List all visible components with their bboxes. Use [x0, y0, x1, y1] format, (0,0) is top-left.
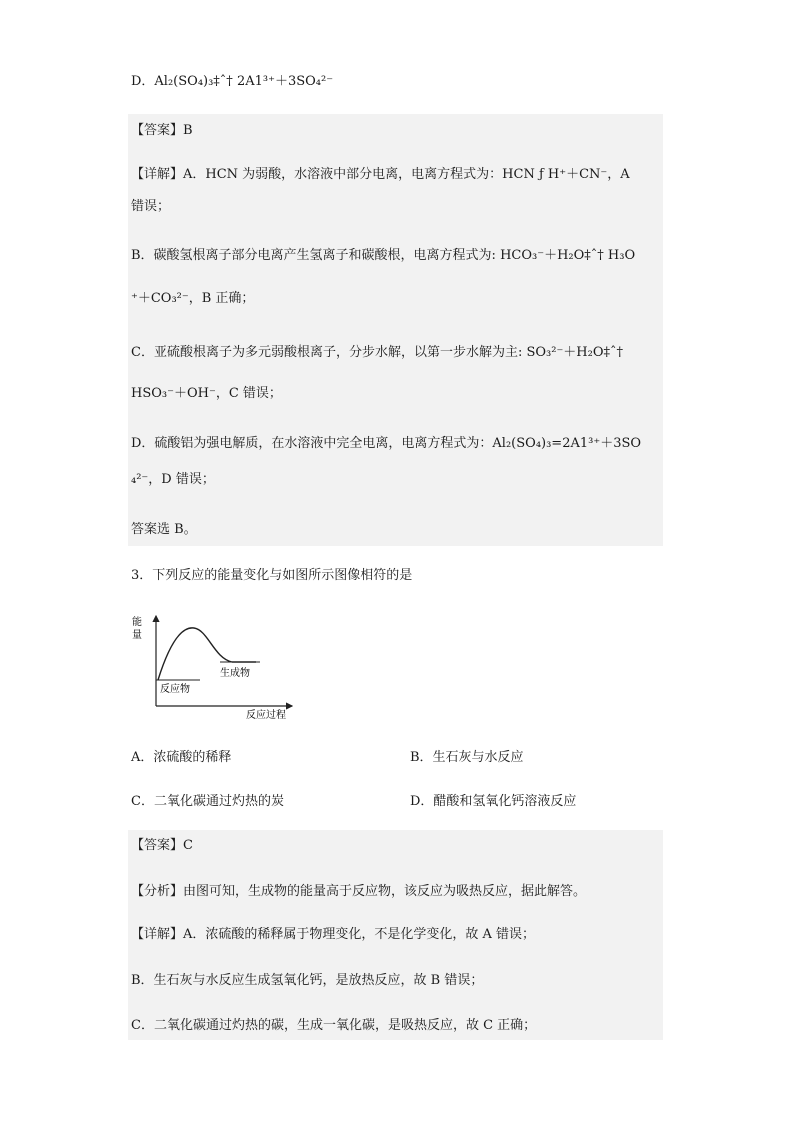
q2-detail-a-line1: 【详解】A．HCN 为弱酸，水溶液中部分电离，电离方程式为：HCN ƒ H⁺＋CN⁻，A	[131, 167, 630, 182]
prev-option-d: D．Al₂(SO₄)₃‡ˆ† 2A1³⁺＋3SO₄²⁻	[131, 74, 334, 89]
q3-stem: 3．下列反应的能量变化与如图所示图像相符的是	[131, 568, 413, 583]
q3-analysis: 【分析】由图可知，生成物的能量高于反应物，该反应为吸热反应，据此解答。	[131, 884, 587, 899]
q3-option-b: B．生石灰与水反应	[410, 750, 524, 765]
q2-detail-b-line2: ⁺＋CO₃²⁻，B 正确；	[131, 291, 255, 306]
q2-detail-c-line2: HSO₃⁻＋OH⁻，C 错误；	[131, 386, 282, 401]
q3-option-c: C．二氧化碳通过灼热的炭	[131, 794, 284, 809]
y-axis-label-2: 量	[132, 630, 142, 641]
q3-detail-b: B．生石灰与水反应生成氢氧化钙，是放热反应，故 B 错误；	[131, 973, 484, 988]
q2-answer: 【答案】B	[131, 123, 193, 138]
q3-option-a: A．浓硫酸的稀释	[131, 750, 232, 765]
y-axis-label-1: 能	[132, 617, 142, 628]
q2-detail-d-line1: D．硫酸铝为强电解质，在水溶液中完全电离，电离方程式为：Al₂(SO₄)₃=2A1³⁺＋3SO	[131, 436, 642, 451]
q3-option-d: D．醋酸和氢氧化钙溶液反应	[410, 794, 577, 809]
q2-detail-b-line1: B．碳酸氢根离子部分电离产生氢离子和碳酸根，电离方程式为: HCO₃⁻＋H₂O‡ˆ† H₃O	[131, 248, 636, 263]
product-label: 生成物	[220, 668, 250, 679]
reactant-label: 反应物	[160, 684, 190, 695]
q2-conclusion: 答案选 B。	[131, 522, 197, 537]
q2-detail-c-line1: C．亚硫酸根离子为多元弱酸根离子，分步水解，以第一步水解为主: SO₃²⁻＋H₂O‡ˆ†	[131, 345, 624, 360]
q3-detail-a: 【详解】A．浓硫酸的稀释属于物理变化，不是化学变化，故 A 错误；	[131, 927, 536, 942]
x-axis-label: 反应过程	[246, 710, 286, 720]
q2-detail-d-line2: ₄²⁻，D 错误；	[131, 472, 215, 487]
q2-detail-a-line2: 错误；	[131, 199, 171, 214]
energy-diagram	[128, 608, 298, 720]
q3-answer: 【答案】C	[131, 838, 193, 853]
q3-detail-c: C．二氧化碳通过灼热的碳，生成一氧化碳，是吸热反应，故 C 正确；	[131, 1018, 537, 1033]
